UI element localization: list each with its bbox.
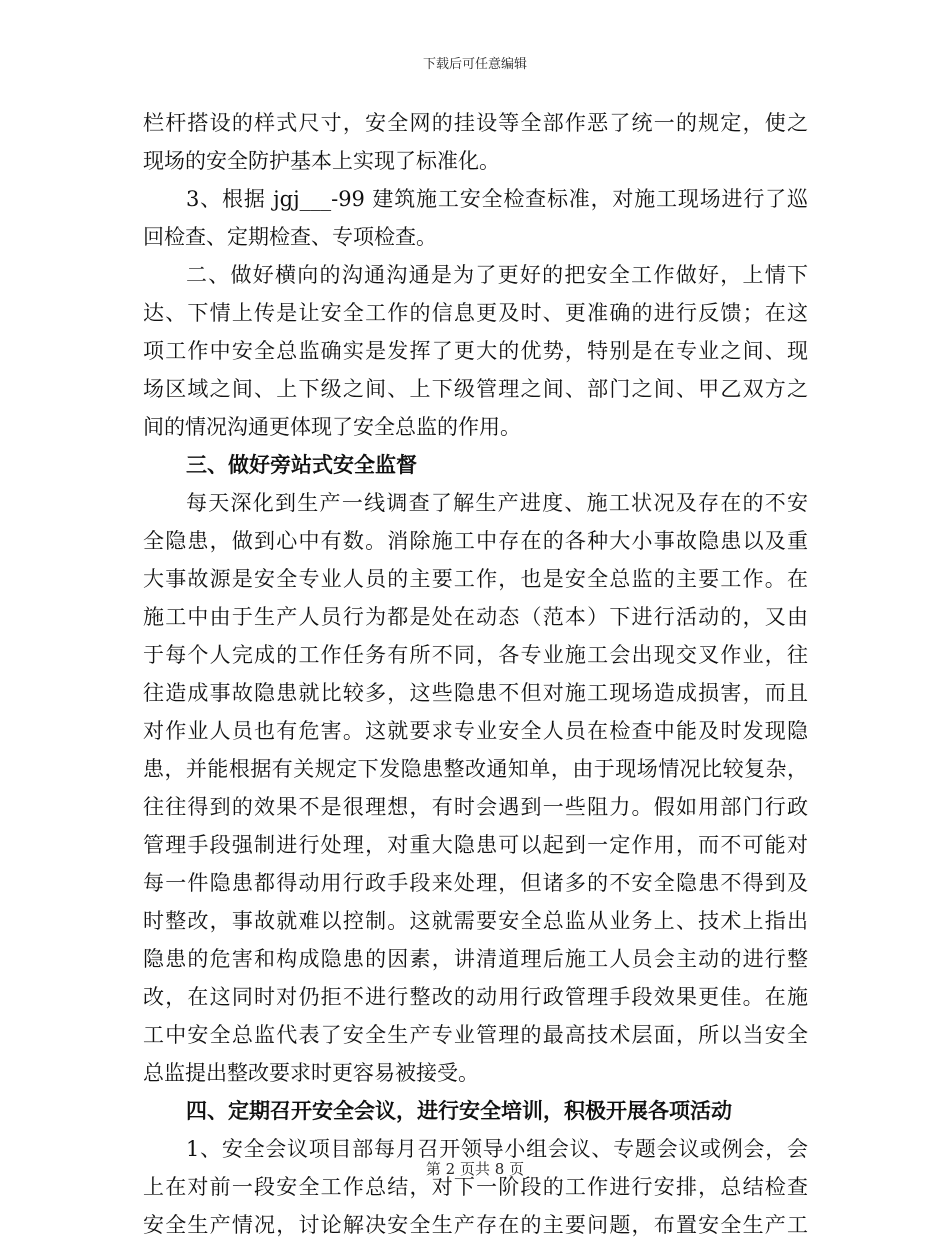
page-footer: 第 2 页共 8 页 <box>425 1160 525 1178</box>
body-line: 往造成事故隐患就比较多，这些隐患不但对施工现场造成损害，而且 <box>143 681 808 705</box>
body-line: 3、根据 jgj___-99 建筑施工安全检查标准，对施工现场进行了巡 <box>186 187 808 211</box>
body-line: 工中安全总监代表了安全生产专业管理的最高技术层面，所以当安全 <box>143 1023 808 1047</box>
body-line: 每天深化到生产一线调查了解生产进度、施工状况及存在的不安 <box>186 491 808 515</box>
body-line: 施工中由于生产人员行为都是处在动态（范本）下进行活动的，又由 <box>143 605 808 629</box>
body-line: 患，并能根据有关规定下发隐患整改通知单，由于现场情况比较复杂， <box>143 757 808 781</box>
section-heading: 四、定期召开安全会议，进行安全培训，积极开展各项活动 <box>186 1098 732 1123</box>
body-line: 回检查、定期检查、专项检查。 <box>143 225 437 249</box>
section-heading: 三、做好旁站式安全监督 <box>186 452 417 477</box>
body-line: 二、做好横向的沟通沟通是为了更好的把安全工作做好，上情下 <box>186 263 808 287</box>
body-line: 隐患的危害和构成隐患的因素，讲清道理后施工人员会主动的进行整 <box>143 947 808 971</box>
body-line: 改，在这同时对仍拒不进行整改的动用行政管理手段效果更佳。在施 <box>143 985 808 1009</box>
body-line: 达、下情上传是让安全工作的信息更及时、更准确的进行反馈；在这 <box>143 301 808 325</box>
body-line: 时整改，事故就难以控制。这就需要安全总监从业务上、技术上指出 <box>143 909 808 933</box>
body-line: 场区域之间、上下级之间、上下级管理之间、部门之间、甲乙双方之 <box>143 377 808 401</box>
body-line: 往往得到的效果不是很理想，有时会遇到一些阻力。假如用部门行政 <box>143 795 808 819</box>
body-line: 栏杆搭设的样式尺寸，安全网的挂设等全部作恶了统一的规定，使之 <box>143 111 808 135</box>
body-line: 于每个人完成的工作任务有所不同，各专业施工会出现交叉作业，往 <box>143 643 808 667</box>
body-line: 1、安全会议项目部每月召开领导小组会议、专题会议或例会，会 <box>186 1137 808 1161</box>
body-line: 间的情况沟通更体现了安全总监的作用。 <box>143 415 521 439</box>
body-line: 安全生产情况，讨论解决安全生产存在的主要问题，布置安全生产工 <box>143 1213 808 1237</box>
body-line: 现场的安全防护基本上实现了标准化。 <box>143 149 500 173</box>
body-line: 对作业人员也有危害。这就要求专业安全人员在检查中能及时发现隐 <box>143 719 808 743</box>
body-line: 项工作中安全总监确实是发挥了更大的优势，特别是在专业之间、现 <box>143 339 808 363</box>
document-body <box>143 104 808 1244</box>
body-line: 管理手段强制进行处理，对重大隐患可以起到一定作用，而不可能对 <box>143 833 808 857</box>
body-line: 大事故源是安全专业人员的主要工作，也是安全总监的主要工作。在 <box>143 567 808 591</box>
body-line: 总监提出整改要求时更容易被接受。 <box>143 1061 479 1085</box>
body-line: 全隐患，做到心中有数。消除施工中存在的各种大小事故隐患以及重 <box>143 529 808 553</box>
body-line: 每一件隐患都得动用行政手段来处理，但诸多的不安全隐患不得到及 <box>143 871 808 895</box>
body-line: 上在对前一段安全工作总结，对下一阶段的工作进行安排，总结检查 <box>143 1175 808 1199</box>
page-header: 下载后可任意编辑 <box>422 57 527 72</box>
